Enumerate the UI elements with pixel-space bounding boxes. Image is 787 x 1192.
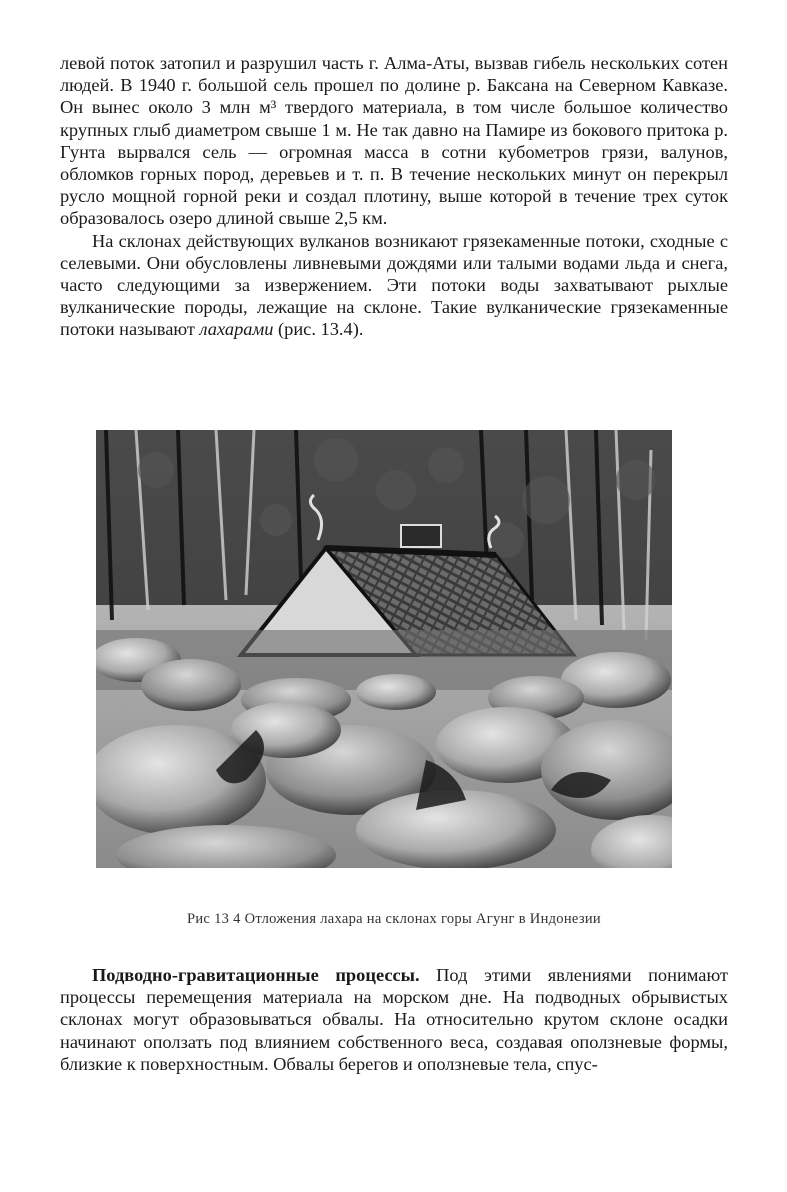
term-lahar: лахарами xyxy=(199,319,274,340)
paragraph-sel: левой поток затопил и разрушил часть г. Алма-Аты, вызвав гибель нескольких сотен людей. В 1940 г. большой сель прошел по долине р. Баксана на Северном Кавказе. Он вынес около 3 млн м³ твердого материала, в том числе большое количество крупных глыб диаметром свыше 1 м. Не так давно на Памире из бокового притока р. Гунта вырвался сель — огромная масса в сотни кубометров грязи, валунов, обломков горных пород, деревьев и т. п. В течение нескольких минут он перекрыл русло мощной горной реки и создал плотину, выше которой в течение трех суток образовалось озеро длиной свыше 2,5 км. xyxy=(60,53,728,229)
paragraph-lahar xyxy=(60,230,728,341)
paragraph-underwater xyxy=(60,964,728,1075)
paragraph-lahar-end: (рис. 13.4). xyxy=(273,319,364,340)
paragraph-underwater-text: Под этими явлениями понимают процессы перемещения материала на морском дне. На подводных обрывистых склонах могут образовываться обвалы. На относительно крутом склоне осадки начинают оползать под влиянием собственного веса, создавая оползневые формы, близкие к поверхностным. Обвалы берегов и оползневые тела, спус- xyxy=(60,965,728,1074)
figure-caption: Рис 13 4 Отложения лахара на склонах горы Агунг в Индонезии xyxy=(187,911,601,927)
lahar-photo xyxy=(96,430,672,868)
section-heading: Подводно-гравитационные процессы. xyxy=(92,965,420,985)
paragraph-lahar-start: На склонах действующих вулканов возникают грязекаменные потоки, сходные с селевыми. Они обусловлены ливневыми дождями или талыми водами льда и снега, часто следующими за извержением. Эти потоки воды захватывают рыхлые вулканические породы, лежащие на склоне. Такие вулканические грязекаменные потоки называют xyxy=(60,230,728,340)
page-text-top xyxy=(60,52,728,341)
section-underwater xyxy=(60,964,728,1075)
